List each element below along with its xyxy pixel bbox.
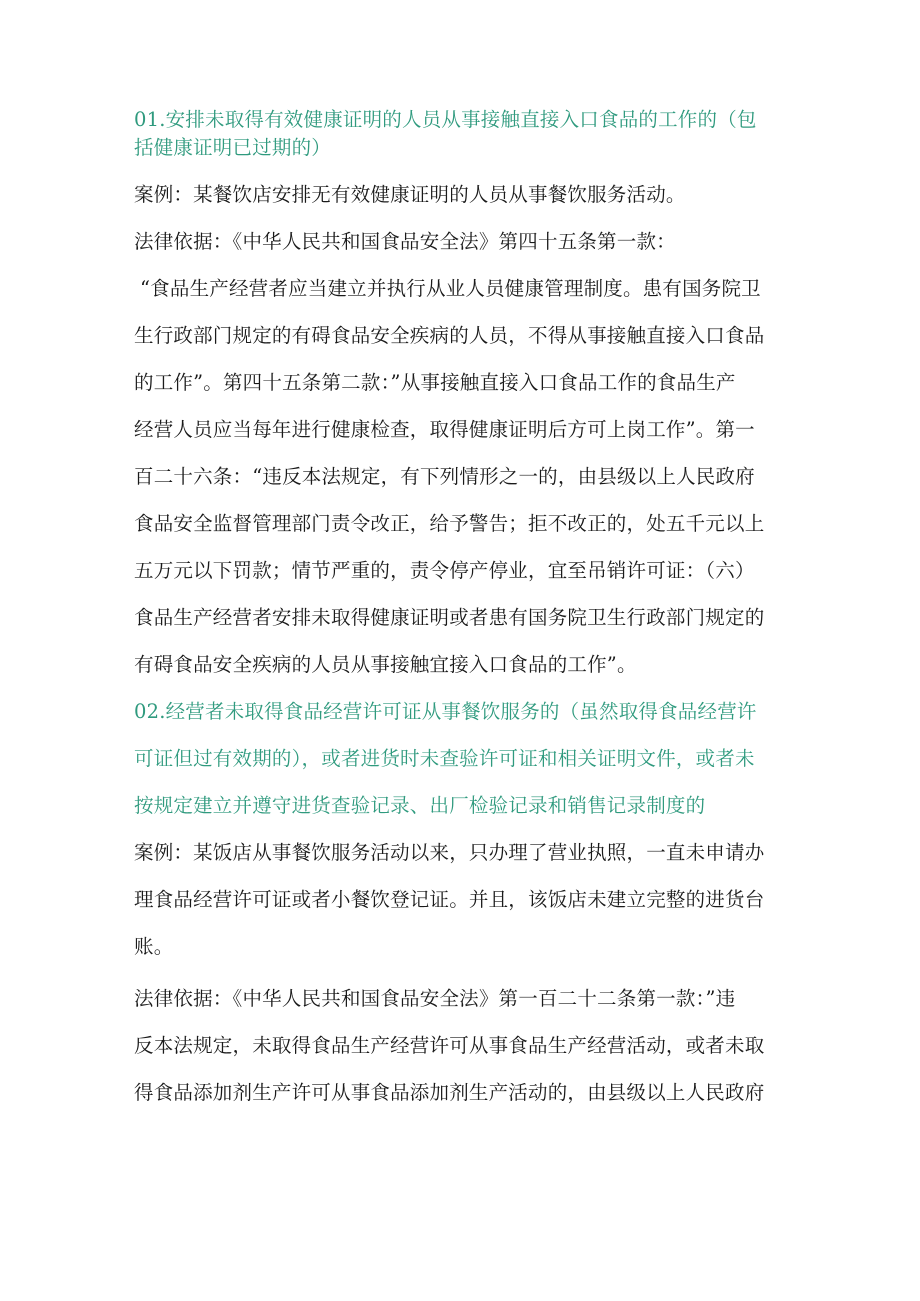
section-02-law-line-1: 法律依据：《中华人民共和国食品安全法》第一百二十二条第一款：”违 — [134, 987, 736, 1010]
section-01-quote-line-9: 有碍食品安全疾病的人员从事接触宜接入口食品的工作”。 — [134, 653, 637, 676]
section-02-law-line-2: 反本法规定，未取得食品生产经营许可从事食品生产经营活动，或者未取 — [134, 1034, 765, 1057]
section-01-law-basis — [134, 228, 794, 256]
section-01-heading — [134, 106, 794, 162]
section-01-quote — [134, 275, 794, 679]
section-02-case-line-3: 账。 — [134, 935, 174, 958]
section-01-case-line-1: 案例：某餐饮店安排无有效健康证明的人员从事餐饮服务活动。 — [134, 183, 686, 206]
section-01-heading-line-1: 01.安排未取得有效健康证明的人员从事接触直接入口食品的工作的（包 — [134, 108, 757, 131]
section-01-quote-line-7: 五万元以下罚款；情节严重的，责令停产停业，宜至吊销许可证：（六） — [134, 559, 755, 582]
section-02-case-line-2: 理食品经营许可证或者小餐饮登记证。并且，该饭店未建立完整的进货台 — [134, 888, 765, 911]
section-02-case-line-1: 案例：某饭店从事餐饮服务活动以来，只办理了营业执照，一直未申请办 — [134, 841, 765, 864]
section-02-heading-line-1: 02.经营者未取得食品经营许可证从事餐饮服务的（虽然取得食品经营许 — [134, 700, 757, 723]
section-01-law-line-1: 法律依据：《中华人民共和国食品安全法》第四十五条第一款： — [134, 230, 676, 253]
document-page — [134, 106, 794, 1107]
section-01-quote-line-8: 食品生产经营者安排未取得健康证明或者患有国务院卫生行政部门规定的 — [134, 606, 765, 629]
section-01-heading-line-2: 括健康证明已过期的） — [134, 136, 332, 159]
section-01-quote-line-5: 百二十六条：“违反本法规定，有下列情形之一的，由县级以上人民政府 — [134, 465, 755, 488]
section-01-quote-line-2: 生行政部门规定的有碍食品安全疾病的人员，不得从事接触直接入口食品 — [134, 324, 765, 347]
section-01-quote-line-6: 食品安全监督管理部门责令改正，给予警告；拒不改正的，处五千元以上 — [134, 512, 765, 535]
section-01-case — [134, 181, 794, 209]
section-02-case — [134, 839, 794, 961]
section-02-heading-line-3: 按规定建立并遵守进货查验记录、出厂检验记录和销售记录制度的 — [134, 794, 706, 817]
section-02-law-basis — [134, 985, 794, 1107]
section-02-law-line-3: 得食品添加剂生产许可从事食品添加剂生产活动的，由县级以上人民政府 — [134, 1081, 765, 1104]
section-02-heading — [134, 698, 794, 820]
section-01-quote-line-4: 经营人员应当每年进行健康检查，取得健康证明后方可上岗工作”。第一 — [134, 418, 755, 441]
section-02-heading-line-2: 可证但过有效期的），或者进货时未查验许可证和相关证明文件，或者未 — [134, 747, 755, 770]
section-01-quote-line-1: “食品生产经营者应当建立并执行从业人员健康管理制度。患有国务院卫 — [140, 277, 761, 300]
section-01-quote-line-3: 的工作”。第四十五条第二款：”从事接触直接入口食品工作的食品生产 — [134, 371, 736, 394]
